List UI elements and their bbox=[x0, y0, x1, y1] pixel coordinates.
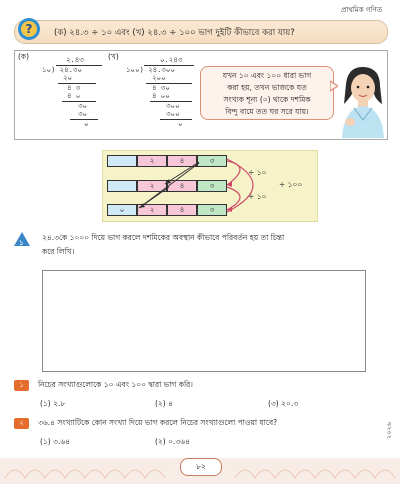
part-a-step-6: ০ bbox=[84, 120, 89, 128]
teacher-illustration bbox=[336, 64, 388, 138]
bubble-line-2: করা হয়, তখন ভাজকে যত bbox=[227, 83, 307, 92]
row3-cell-2: ২ bbox=[137, 204, 167, 216]
part-b-step-2: ৪ ৩০ bbox=[152, 84, 170, 92]
row3-cell-1: ০ bbox=[107, 204, 137, 216]
triangle-number: ১ bbox=[19, 239, 24, 247]
speech-bubble bbox=[200, 66, 334, 120]
place-value-diagram bbox=[102, 150, 318, 222]
question-text: (ক) ২৪.৩ ÷ ১০ এবং (খ) ২৪.৩ ÷ ১০০ ভাগ দুইটি কীভাবে করা যায়? bbox=[54, 28, 295, 38]
exercise-1-badge: ১ bbox=[14, 380, 29, 391]
exercise-2-option-2: (২) ০.৩৬৪ bbox=[155, 437, 190, 446]
bubble-line-3: সংখ্যক শূন্য (০) থাকে দশমিক bbox=[223, 95, 311, 104]
part-a-step-2: ৪ ৩ bbox=[67, 84, 81, 92]
label-divide-10-top: ÷ ১০ bbox=[248, 168, 267, 177]
part-a-step-5: ৩০ bbox=[78, 110, 88, 118]
exercise-2-badge: ২ bbox=[14, 418, 29, 429]
part-b-step-1: ২০০ bbox=[152, 74, 166, 82]
bubble-line-1: যখন ১০ এবং ১০০ ধারা ভাগ bbox=[222, 71, 312, 80]
page-number: ৮২ bbox=[180, 458, 222, 476]
part-a-step-1: ২০ bbox=[63, 74, 73, 82]
part-b-step-3: ৪ ০০ bbox=[152, 92, 170, 100]
part-b-step-4: ৩০০ bbox=[166, 102, 180, 110]
year-label: ২০২৬ bbox=[385, 422, 393, 439]
exercise-1-option-3: (৩) ২০.৩ bbox=[268, 399, 299, 408]
bubble-line-4: বিন্দু বামে তত ঘর সরে যায়। bbox=[225, 107, 309, 116]
row1-cell-3: ৪ bbox=[167, 155, 197, 167]
problem-line-2: করে লিখি। bbox=[42, 247, 75, 256]
exercise-1-option-2: (২) ৪ bbox=[155, 399, 173, 408]
answer-box[interactable] bbox=[42, 270, 366, 372]
row1-cell-4: ৩ bbox=[197, 155, 227, 167]
header-subject: প্রাথমিক গণিত bbox=[341, 6, 382, 14]
row2-cell-3: ৪ bbox=[167, 180, 197, 192]
row3-cell-4: ৩ bbox=[197, 204, 227, 216]
label-divide-100: ÷ ১০০ bbox=[279, 180, 303, 189]
row2-cell-2: ২ bbox=[137, 180, 167, 192]
question-mark-icon bbox=[16, 16, 42, 42]
part-a-quotient: ২.৪৩ bbox=[66, 56, 84, 64]
part-b-step-6: ০ bbox=[178, 120, 183, 128]
problem-line-1: ২৪.৩কে ১০০০ দিয়ে ভাগ করলে দশমিকের অবস্থান কীভাবে পরিবর্তন হয় তা চিন্তা bbox=[42, 233, 285, 242]
part-a-step-3: ৪ ০ bbox=[67, 92, 81, 100]
exercise-1-text: নিচের সংখ্যাগুলোকে ১০ এবং ১০০ দ্বারা ভাগ করি। bbox=[38, 380, 193, 389]
part-a-label: (ক) bbox=[18, 52, 30, 61]
row1-cell-2: ২ bbox=[137, 155, 167, 167]
row3-cell-3: ৪ bbox=[167, 204, 197, 216]
part-a-step-4: ৩০ bbox=[78, 102, 88, 110]
exercise-1-option-1: (১) ২.৮ bbox=[40, 399, 66, 408]
exercise-2-option-1: (১) ৩.৬৪ bbox=[40, 437, 71, 446]
part-b-line bbox=[160, 119, 192, 120]
svg-text:?: ? bbox=[25, 22, 33, 36]
exercise-2-text: ৩৬.৪ সংখ্যাটিকে কোন সংখ্যা দিয়ে ভাগ করলে নিচের সংখ্যাগুলো পাওয়া যাবে? bbox=[38, 418, 278, 427]
label-divide-10-bottom: ÷ ১০ bbox=[248, 192, 267, 201]
part-b-dividend: ১০০) ২৪.৩০০ bbox=[126, 66, 176, 74]
part-b-quotient: ০.২৪৩ bbox=[160, 56, 183, 64]
part-a-dividend: ১০) ২৪.৩০ bbox=[42, 66, 82, 74]
row2-cell-4: ৩ bbox=[197, 180, 227, 192]
part-b-label: (খ) bbox=[108, 52, 119, 61]
part-b-step-5: ৩০০ bbox=[166, 110, 180, 118]
